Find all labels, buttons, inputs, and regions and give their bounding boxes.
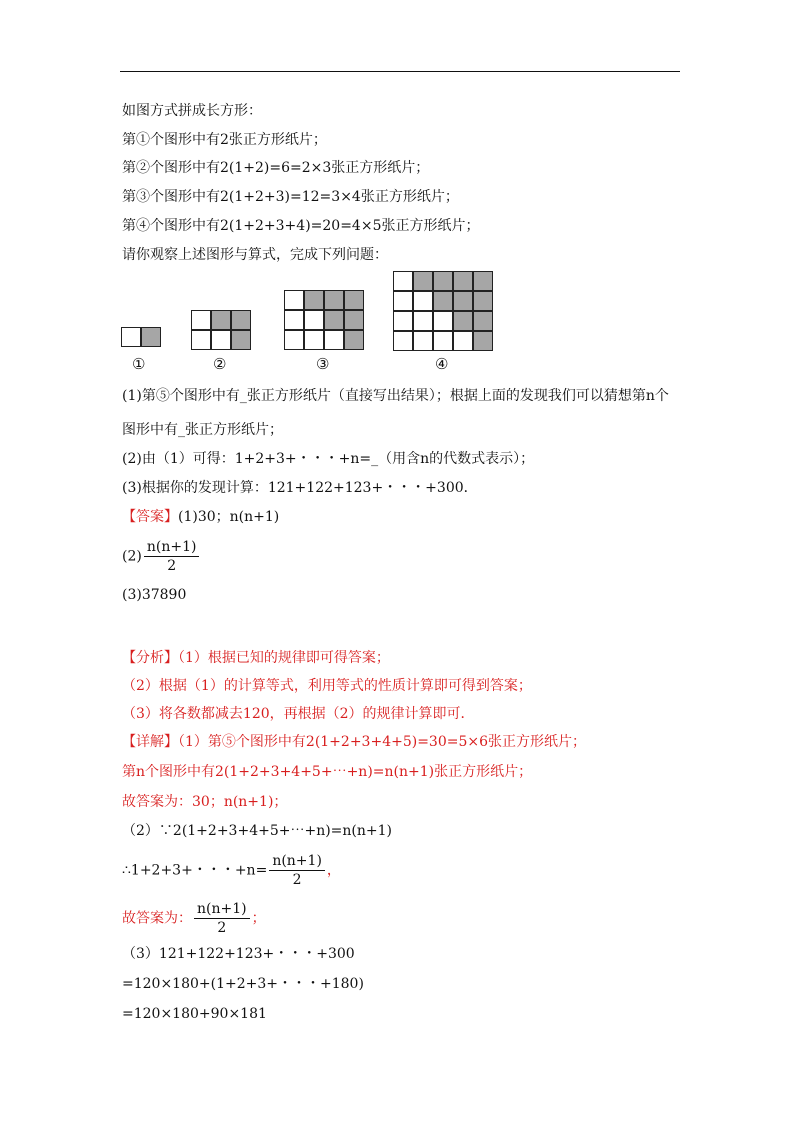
grid-square: [453, 291, 473, 311]
answer-line-1: [122, 507, 279, 527]
grid-square: [211, 310, 231, 330]
figure-2-label: ②: [213, 355, 227, 373]
grid-square: [191, 330, 211, 350]
detail-line-3: 故答案为：30；n(n+1)；: [122, 794, 288, 810]
grid-square: [284, 310, 304, 330]
analysis-line-3: （3）将各数都减去120，再根据（2）的规律计算即可．: [122, 706, 475, 722]
grid-square: [324, 310, 344, 330]
detail-5-prefix: ∴1+2+3+・・・+n=: [122, 862, 268, 879]
grid-square: [473, 271, 493, 291]
detail-line-8: =120×180+(1+2+3+・・・+180): [122, 976, 364, 992]
detail-5-suffix: ，: [326, 862, 341, 879]
detail-6-prefix: 故答案为：: [122, 910, 192, 927]
grid-square: [191, 310, 211, 330]
figure-3-grid: [284, 290, 364, 350]
intro-line-6: 请你观察上述图形与算式，完成下列问题：: [122, 247, 388, 263]
intro-line-4: 第③个图形中有2(1+2+3)=12=3×4张正方形纸片；: [122, 189, 459, 205]
grid-square: [324, 330, 344, 350]
detail-line-7: （3）121+122+123+・・・+300: [122, 946, 355, 962]
grid-square: [413, 291, 433, 311]
grid-square: [473, 331, 493, 351]
figure-4-grid: [393, 271, 493, 351]
answer-2-numerator: n(n+1): [144, 538, 200, 557]
answer-2-prefix: (2): [122, 548, 142, 565]
grid-square: [453, 311, 473, 331]
grid-square: [141, 327, 161, 347]
grid-square: [433, 271, 453, 291]
detail-line-5: [122, 852, 341, 889]
detail-6-denominator: 2: [217, 920, 227, 936]
detail-line-1: 【详解】（1）第⑤个图形中有2(1+2+3+4+5)=30=5×6张正方形纸片；: [122, 734, 587, 750]
grid-square: [453, 271, 473, 291]
answer-line-2: [122, 538, 201, 575]
answer-2-fraction: [144, 538, 200, 575]
grid-square: [433, 291, 453, 311]
detail-line-9: =120×180+90×181: [122, 1006, 267, 1022]
grid-square: [344, 310, 364, 330]
analysis-line-2: （2）根据（1）的计算等式，利用等式的性质计算即可得到答案；: [122, 678, 532, 694]
grid-square: [433, 331, 453, 351]
grid-square: [304, 290, 324, 310]
grid-square: [473, 291, 493, 311]
analysis-line-1: 【分析】（1）根据已知的规律即可得答案；: [122, 650, 390, 666]
figure-3-label: ③: [316, 355, 330, 373]
answer-3: (3)37890: [122, 587, 187, 603]
grid-square: [393, 291, 413, 311]
detail-6-numerator: n(n+1): [194, 900, 250, 919]
grid-square: [304, 330, 324, 350]
detail-5-fraction: [269, 852, 325, 889]
grid-square: [231, 310, 251, 330]
grid-square: [413, 311, 433, 331]
answer-2-denominator: 2: [167, 558, 177, 574]
grid-square: [344, 330, 364, 350]
detail-line-6: [122, 900, 266, 937]
grid-square: [284, 330, 304, 350]
detail-6-suffix: ；: [251, 910, 266, 927]
detail-5-denominator: 2: [292, 872, 302, 888]
grid-square: [413, 271, 433, 291]
answer-tag: 【答案】: [122, 509, 178, 525]
question-2: (2)由（1）可得：1+2+3+・・・+n=_（用含n的代数式表示）；: [122, 451, 535, 467]
detail-line-2: 第n个图形中有2(1+2+3+4+5+⋯+n)=n(n+1)张正方形纸片；: [122, 764, 533, 780]
figure-4-label: ④: [435, 355, 449, 373]
grid-square: [284, 290, 304, 310]
grid-square: [324, 290, 344, 310]
grid-square: [231, 330, 251, 350]
grid-square: [433, 311, 453, 331]
intro-line-5: 第④个图形中有2(1+2+3+4)=20=4×5张正方形纸片；: [122, 218, 480, 234]
grid-square: [393, 271, 413, 291]
question-1-line-2: 图形中有_张正方形纸片；: [122, 422, 283, 438]
intro-line-1: 如图方式拼成长方形：: [122, 103, 262, 119]
grid-square: [344, 290, 364, 310]
detail-line-4: （2）∵2(1+2+3+4+5+⋯+n)=n(n+1): [122, 823, 392, 839]
figure-1-label: ①: [132, 355, 146, 373]
figure-1-grid: [121, 327, 161, 347]
detail-5-numerator: n(n+1): [269, 852, 325, 871]
grid-square: [393, 331, 413, 351]
intro-line-2: 第①个图形中有2张正方形纸片；: [122, 132, 327, 148]
header-rule: [120, 71, 680, 72]
grid-square: [413, 331, 433, 351]
grid-square: [393, 311, 413, 331]
question-3: (3)根据你的发现计算：121+122+123+・・・+300．: [122, 480, 478, 496]
grid-square: [453, 331, 473, 351]
detail-6-fraction: [194, 900, 250, 937]
intro-line-3: 第②个图形中有2(1+2)=6=2×3张正方形纸片；: [122, 160, 430, 176]
answer-1: (1)30；n(n+1): [178, 509, 280, 525]
question-1-line-1: (1)第⑤个图形中有_张正方形纸片（直接写出结果）；根据上面的发现我们可以猜想第n个: [122, 388, 669, 404]
figure-2-grid: [191, 310, 251, 350]
grid-square: [304, 310, 324, 330]
grid-square: [473, 311, 493, 331]
grid-square: [211, 330, 231, 350]
grid-square: [121, 327, 141, 347]
